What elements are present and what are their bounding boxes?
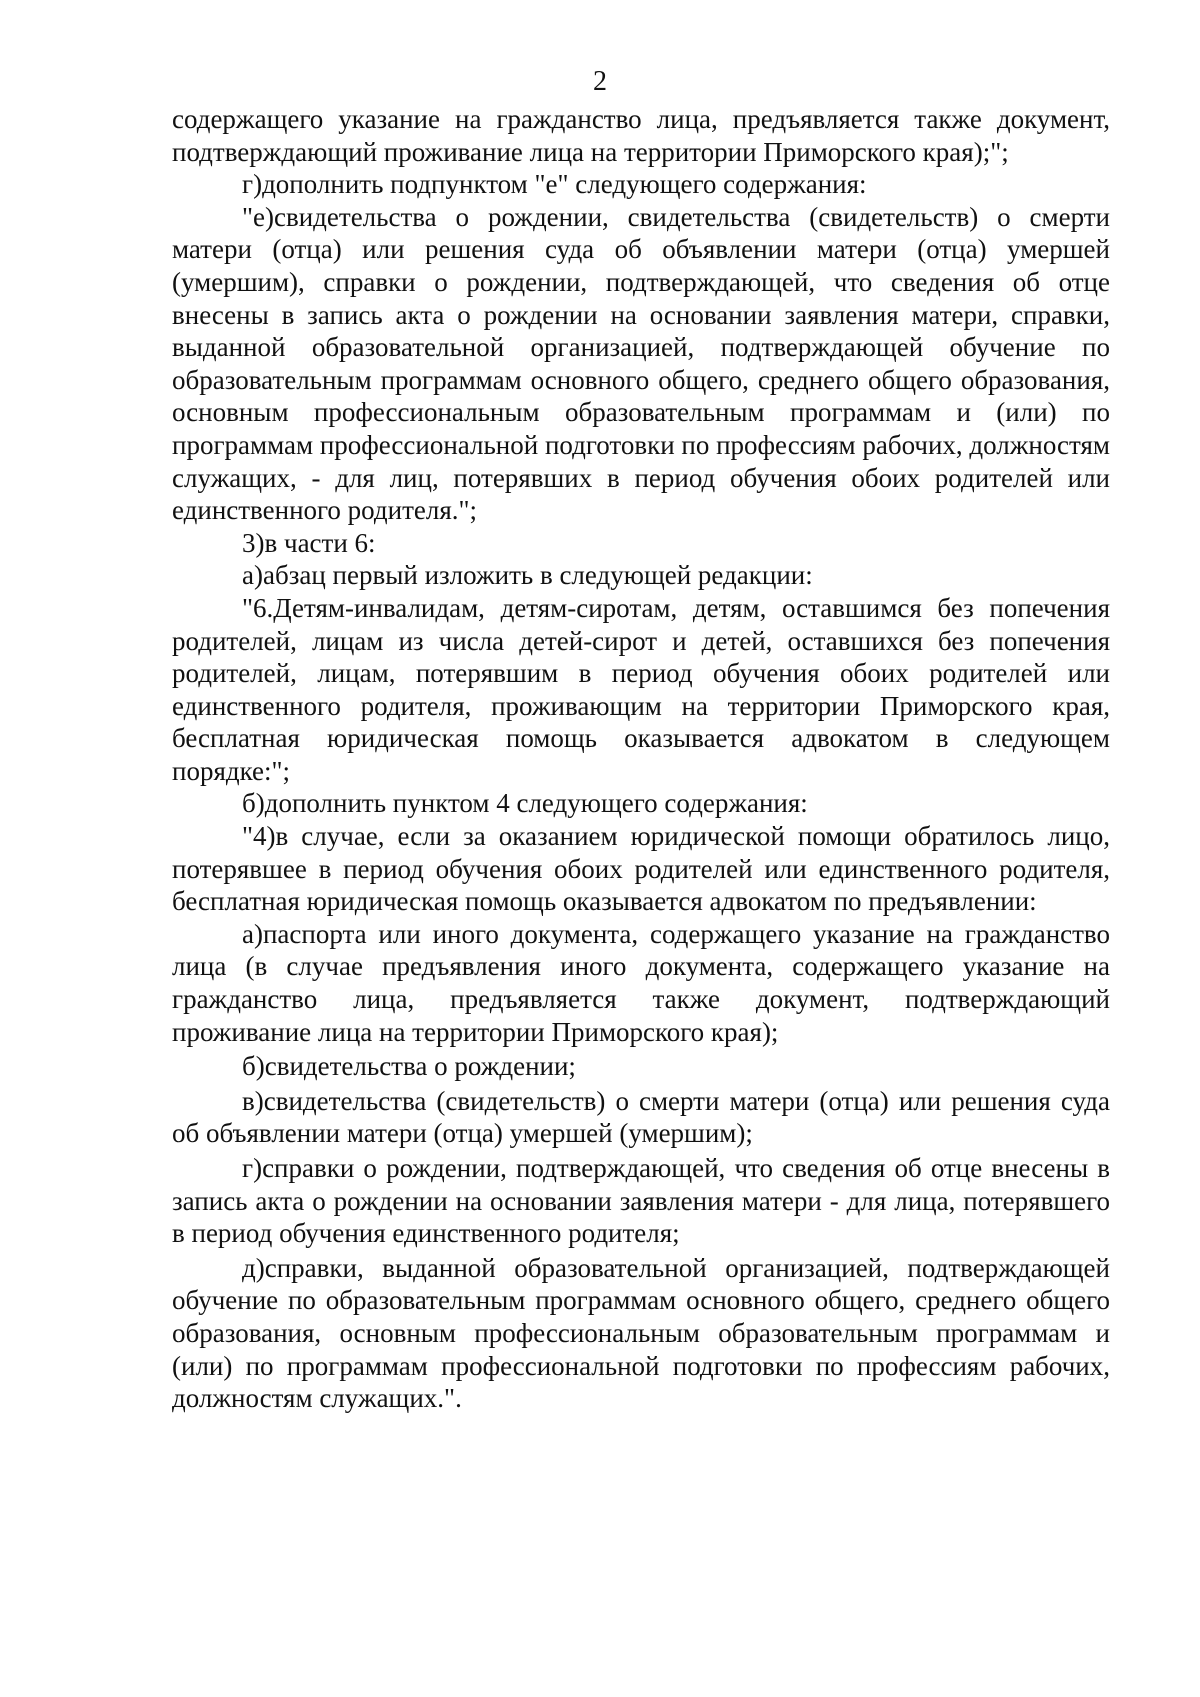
paragraph-point-4-a: а)паспорта или иного документа, содержащего указание на гражданство лица (в случае предъявления иного документа, содержащего указание на гражданство лица, предъявляется также документ, подтверждающий проживание лица на территории Приморского края); <box>172 918 1110 1047</box>
paragraph-subitem-e-text: "е)свидетельства о рождении, свидетельства (свидетельств) о смерти матери (отца) или решения суда об объявлении матери (отца) умершей (умершим), справки о рождении, подтверждающей, что сведения об отце внесены в запись акта о рождении на основании заявления матери, справки, выданной образовательной организацией, подтверждающей обучение по образовательным программам основного общего, среднего общего образования, основным профессиональным образовательным программам и (или) по программам профессиональной подготовки по профессиям рабочих, должностям служащих, - для лиц, потерявших в период обучения обоих родителей или единственного родителя."; <box>172 201 1110 526</box>
page-number: 2 <box>593 66 607 97</box>
paragraph-point-4-g: г)справки о рождении, подтверждающей, что сведения об отце внесены в запись акта о рождении на основании заявления матери - для лица, потерявшего в период обучения единственного родителя; <box>172 1153 1110 1249</box>
paragraph-item-3: 3)в части 6: <box>242 527 376 558</box>
paragraph-subitem-b-amend: б)дополнить пунктом 4 следующего содержания: <box>242 788 808 819</box>
paragraph-point-4-text: "4)в случае, если за оказанием юридической помощи обратилось лицо, потерявшее в период обучения обоих родителей или единственного родителя, бесплатная юридическая помощь оказывается адвокатом по предъявлении: <box>172 821 1110 917</box>
paragraph-subitem-a-amend: а)абзац первый изложить в следующей редакции: <box>242 560 813 591</box>
paragraph-subitem-g-amend: г)дополнить подпунктом "е" следующего содержания: <box>242 169 867 200</box>
paragraph-point-4-b: б)свидетельства о рождении; <box>242 1051 576 1082</box>
paragraph-point-4-d: д)справки, выданной образовательной организацией, подтверждающей обучение по образовательным программам основного общего, среднего общего образования, основным профессиональным образовательным программам и (или) по программам профессиональной подготовки по профессиям рабочих, должностям служащих.". <box>172 1252 1110 1414</box>
paragraph-part-6-text: "6.Детям-инвалидам, детям-сиротам, детям, оставшимся без попечения родителей, лицам из числа детей-сирот и детей, оставшихся без попечения родителей, лицам, потерявшим в период обучения обоих родителей или единственного родителя, проживающим на территории Приморского края, бесплатная юридическая помощь оказывается адвокатом в следующем порядке:"; <box>172 592 1110 786</box>
paragraph-point-4-v: в)свидетельства (свидетельств) о смерти матери (отца) или решения суда об объявлении матери (отца) умершей (умершим); <box>172 1085 1110 1149</box>
paragraph-continuation: содержащего указание на гражданство лица, предъявляется также документ, подтверждающий проживание лица на территории Приморского края);"; <box>172 104 1110 167</box>
document-body <box>172 103 1110 1415</box>
